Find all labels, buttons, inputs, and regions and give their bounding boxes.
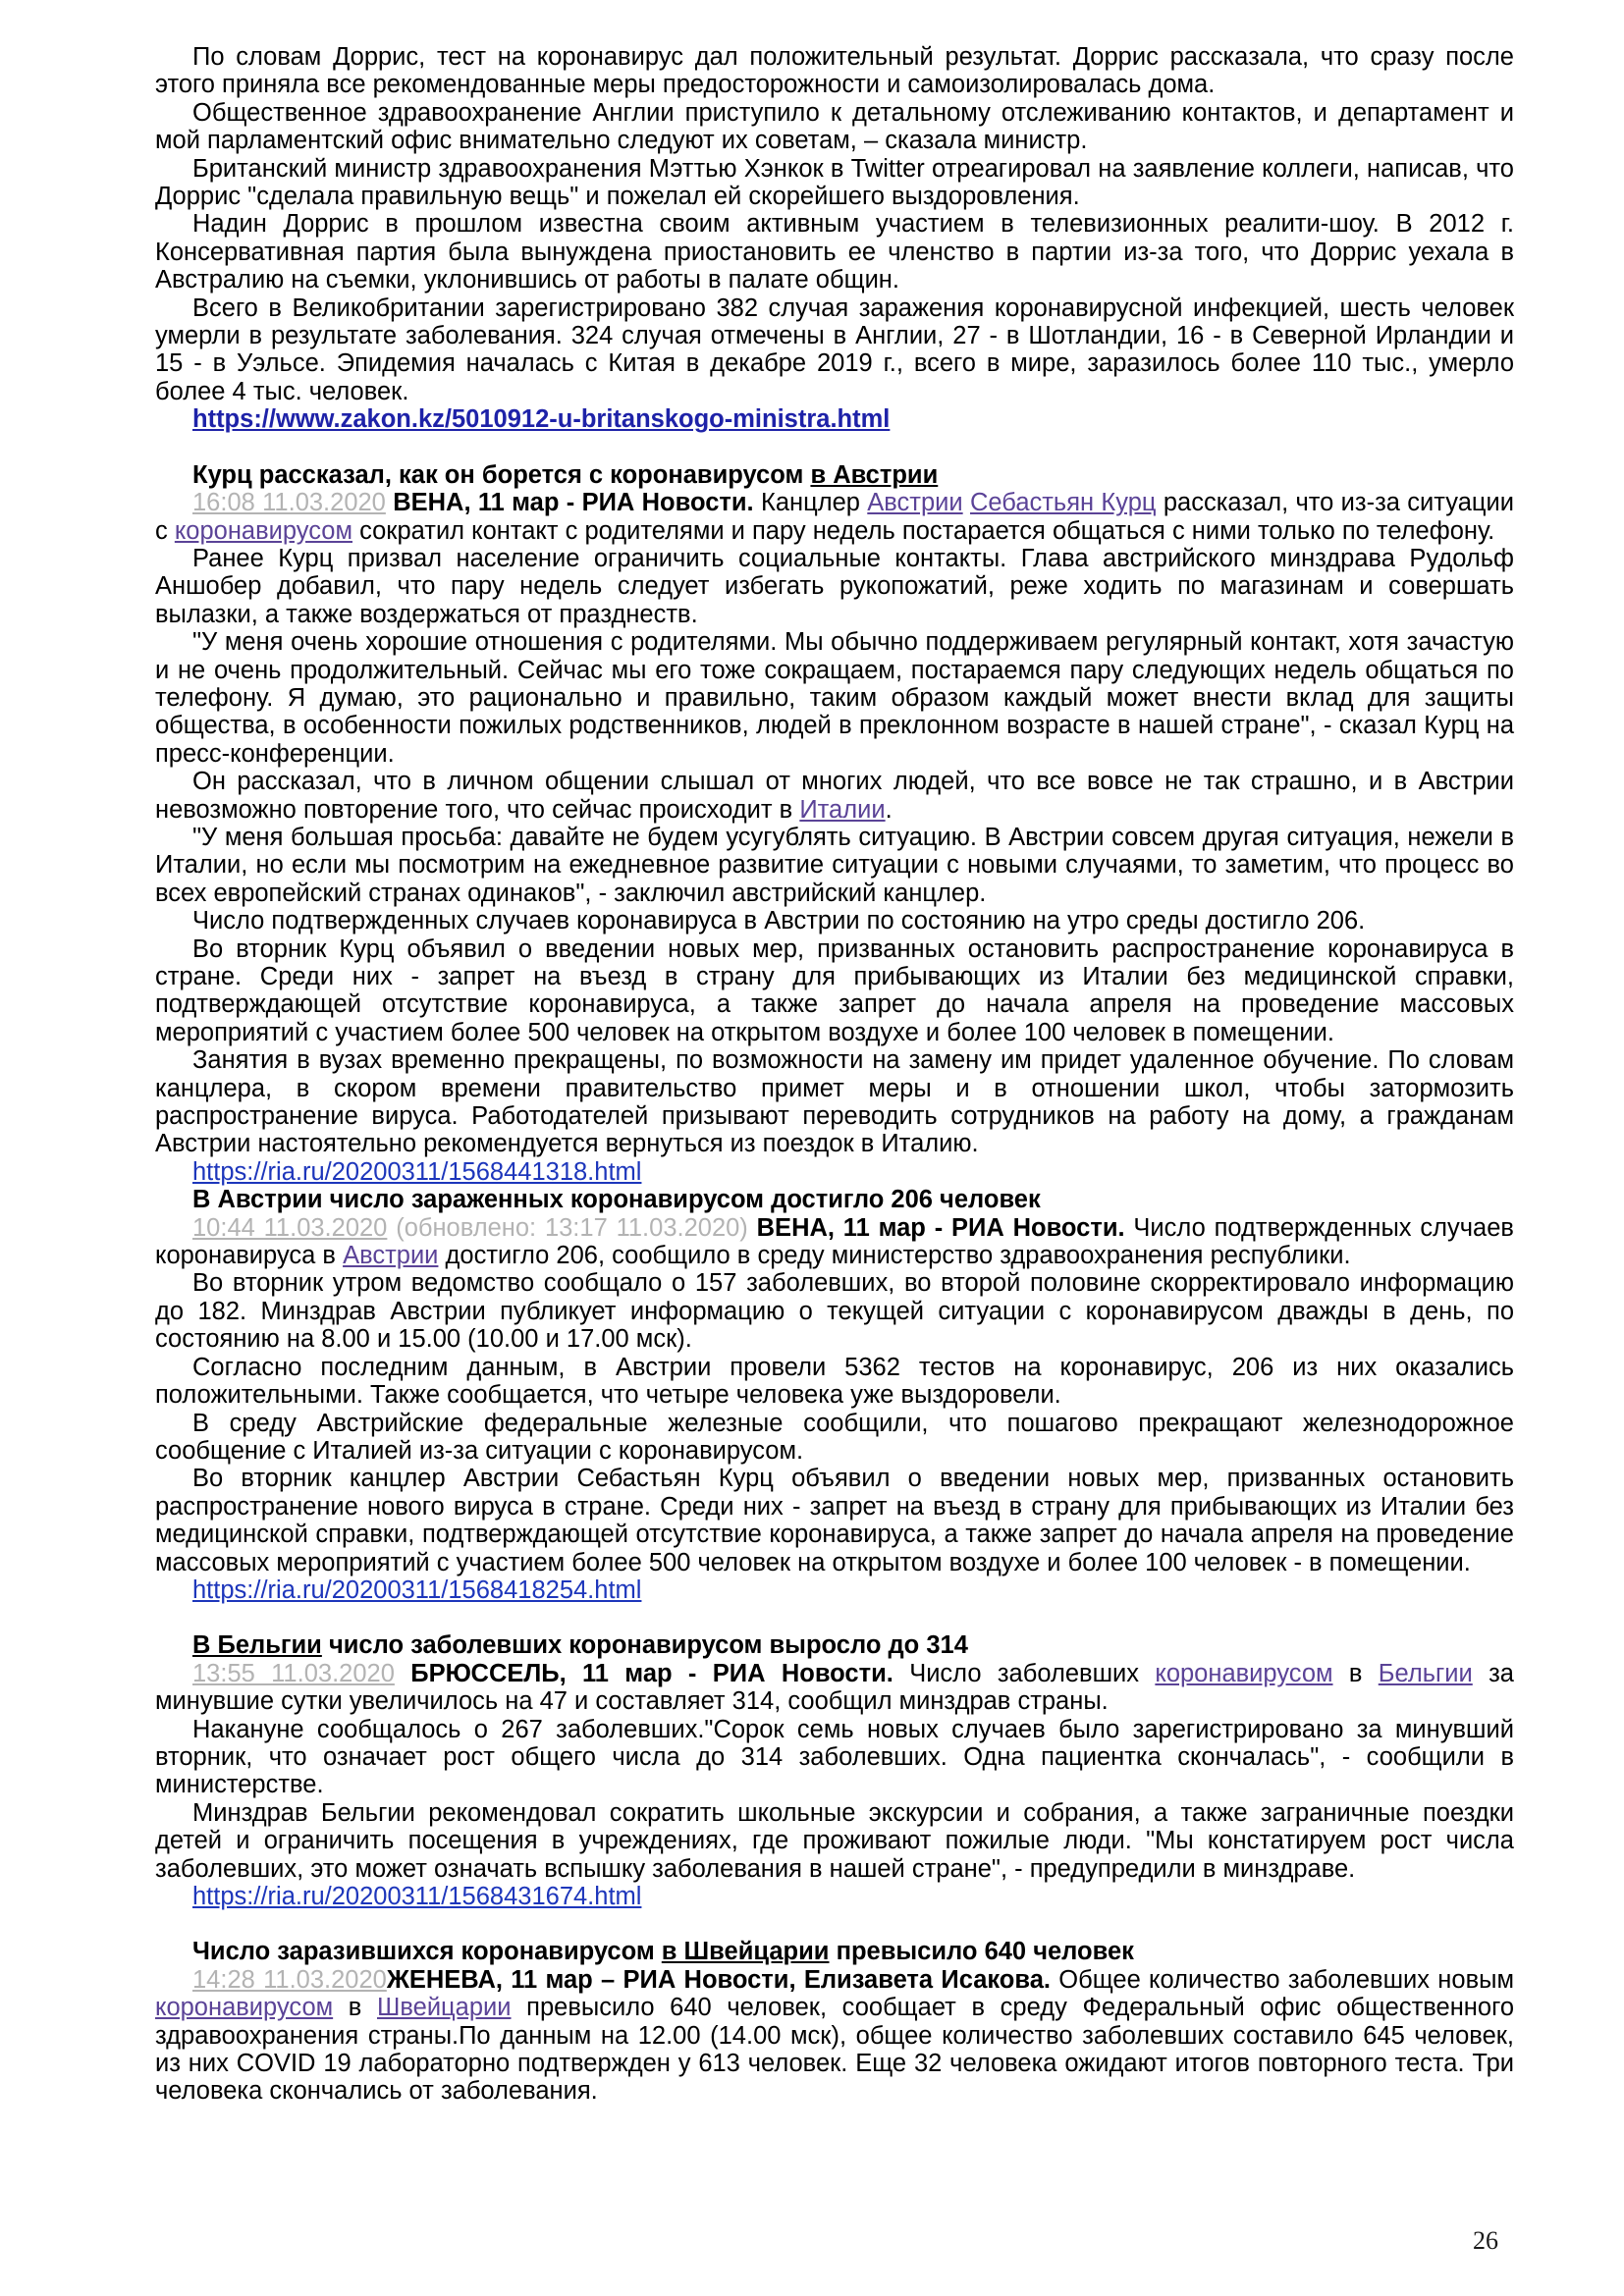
article-paragraph [155, 935, 1514, 1047]
document-content [155, 43, 1514, 2106]
text-run: Число подтвержденных случаев коронавируса в Австрии по состоянию на утро среды достигло 206. [192, 907, 1366, 935]
text-run: Во вторник утром ведомство сообщало о 157 заболевших, во второй половине скорректировало информацию до 182. Минздрав Австрии публикует информацию о текущей ситуации с коронавирусом дважды в день, по состоянию на 8.00 и 15.00 (10.00 и 17.00 мск). [155, 1269, 1514, 1354]
url-link[interactable]: https://www.zakon.kz/5010912-u-britanskogo-ministra.html [192, 405, 891, 434]
blank-line [155, 1910, 1514, 1938]
article-heading [155, 461, 1514, 489]
bold-text-run: В Австрии число зараженных коронавирусом достигло 206 человек [192, 1186, 1041, 1214]
article-url-line [155, 1158, 1514, 1186]
text-run: Занятия в вузах временно прекращены, по возможности на замену им придет удаленное обучение. По словам канцлера, в скором времени правительство примет меры и в отношении школ, чтобы затормозить распространение вируса. Работодателей призывают переводить сотрудников на работу на дому, а гражданам Австрии настоятельно рекомендуется вернуться из поездок в Италию. [155, 1046, 1514, 1158]
text-run: Во вторник Курц объявил о введении новых мер, призванных остановить распространение коронавируса в стране. Среди них - запрет на въезд в страну для прибывающих из Италии без медицинской справки, подтверждающей отсутствие коронавируса, а также запрет до начала апреля на проведение массовых мероприятий с участием более 500 человек на открытом воздухе и более 100 человек в помещении. [155, 934, 1514, 1046]
text-run: По словам Доррис, тест на коронавирус дал положительный результат. Доррис рассказала, что сразу после этого приняла все рекомендованные меры предосторожности и самоизолировалась дома. [155, 43, 1514, 99]
url-link[interactable]: https://ria.ru/20200311/1568418254.html [192, 1575, 642, 1604]
timestamp: 10:44 11.03.2020 [192, 1213, 388, 1242]
bold-text-run: Курц рассказал, как он борется с коронавирусом [192, 460, 811, 489]
article-heading [155, 1631, 1514, 1659]
article-heading [155, 1938, 1514, 1965]
article-paragraph [155, 294, 1514, 406]
inline-link[interactable]: Австрии [343, 1242, 439, 1270]
text-run: в [1332, 1659, 1379, 1687]
text-run: Надин Доррис в прошлом известна своим активным участием в телевизионных реалити-шоу. В 2012 г. Консервативная партия была вынуждена приостановить ее членство в партии из-за того, что Доррис уехала в Австралию на съемки, уклонившись от работы в палате общин. [155, 210, 1514, 294]
text-run: сократил контакт с родителями и пару недель постарается общаться с ними только по телефону. [352, 516, 1495, 545]
blank-line [155, 434, 1514, 461]
article-paragraph [155, 99, 1514, 155]
text-run: Всего в Великобритании зарегистрировано 382 случая заражения коронавирусной инфекцией, шесть человек умерли в результате заболевания. 324 случая отмечены в Англии, 27 - в Шотландии, 16 - в Северной Ирландии и 15 - в Уэльсе. Эпидемия началась с Китая в декабре 2019 г., всего в мире, заразилось более 110 тыс., умерло более 4 тыс. человек. [155, 294, 1514, 405]
article-paragraph [155, 155, 1514, 211]
timestamp: 13:55 11.03.2020 [192, 1659, 395, 1687]
inline-link[interactable]: коронавирусом [155, 1994, 334, 2022]
text-run: за минувшие сутки увеличилось на 47 и составляет 314, сообщил минздрав страны. [155, 1659, 1514, 1716]
article-paragraph [155, 1214, 1514, 1270]
bold-text-run: ЖЕНЕВА, 11 мар – РИА Новости, Елизавета Исакова. [386, 1965, 1051, 1994]
bold-text-run: ВЕНА, 11 мар - РИА Новости. [393, 489, 754, 517]
text-run: Число заболевших [893, 1659, 1156, 1687]
text-run: Общественное здравоохранение Англии приступило к детальному отслеживанию контактов, и департамент и мой парламентский офис внимательно следуют их советам, – сказала министр. [155, 98, 1514, 155]
article-url-line [155, 1883, 1514, 1910]
bold-text-run: число заболевших коронавирусом выросло до 314 [321, 1631, 968, 1660]
text-run: Канцлер [753, 489, 868, 517]
text-run: . [885, 795, 893, 824]
timestamp: 14:28 11.03.2020 [192, 1965, 387, 1994]
underlined-heading-text: В Бельгии [192, 1631, 322, 1660]
inline-link[interactable]: Себастьян Курц [969, 489, 1157, 517]
article-paragraph [155, 1046, 1514, 1158]
article-paragraph [155, 824, 1514, 907]
text-run: Британский министр здравоохранения Мэттью Хэнкок в Twitter отреагировал на заявление коллеги, написав, что Доррис "сделала правильную вещь" и пожелал ей скорейшего выздоровления. [155, 154, 1514, 211]
article-paragraph [155, 628, 1514, 768]
article-paragraph [155, 1410, 1514, 1466]
url-link[interactable]: https://ria.ru/20200311/1568441318.html [192, 1157, 642, 1186]
text-run [963, 489, 970, 516]
article-paragraph [155, 907, 1514, 934]
text-run: Накануне сообщалось о 267 заболевших."Сорок семь новых случаев было зарегистрировано за минувший вторник, что означает рост общего числа до 314 заболевших. Одна пациентка скончалась", - сообщили в министерстве. [155, 1715, 1514, 1799]
text-run: Минздрав Бельгии рекомендовал сократить школьные экскурсии и собрания, а также заграничные поездки детей и ограничить посещения в учреждениях, где проживают пожилые люди. "Мы констатируем рост числа заболевших, это может означать вспышку заболевания в нашей стране", - предупредили в минздраве. [155, 1798, 1514, 1883]
article-paragraph [155, 489, 1514, 545]
underlined-heading-text: в Швейцарии [661, 1938, 830, 1966]
text-run: "У меня очень хорошие отношения с родителями. Мы обычно поддерживаем регулярный контакт, хотя зачастую и не очень продолжительный. Сейчас мы его тоже сокращаем, постараемся пару следующих недель общаться по телефону. Я думаю, это рационально и правильно, таким образом каждый может внести вклад для защиты общества, в особенности пожилых родственников, людей в преклонном возрасте в нашей стране", - сказал Курц на пресс-конференции. [155, 628, 1514, 768]
inline-link[interactable]: Бельгии [1378, 1659, 1473, 1687]
article-paragraph [155, 1269, 1514, 1353]
article-paragraph [155, 1716, 1514, 1799]
url-link[interactable]: https://ria.ru/20200311/1568431674.html [192, 1883, 642, 1910]
article-url-line [155, 405, 1514, 433]
article-paragraph [155, 1354, 1514, 1410]
text-run: Согласно последним данным, в Австрии провели 5362 тестов на коронавирус, 206 из них оказались положительными. Также сообщается, что четыре человека уже выздоровели. [155, 1353, 1514, 1410]
text-run [748, 1214, 757, 1242]
bold-text-run: превысило 640 человек [829, 1938, 1134, 1966]
article-paragraph [155, 1799, 1514, 1883]
article-paragraph [155, 768, 1514, 824]
article-paragraph [155, 210, 1514, 294]
blank-line [155, 1604, 1514, 1631]
article-paragraph [155, 43, 1514, 99]
bold-text-run: Число заразившихся коронавирусом [192, 1938, 662, 1966]
article-heading [155, 1186, 1514, 1213]
article-paragraph [155, 1465, 1514, 1576]
article-url-line [155, 1576, 1514, 1604]
inline-link[interactable]: коронавирусом [174, 516, 352, 545]
inline-link[interactable]: коронавирусом [1155, 1659, 1333, 1687]
text-run: достигло 206, сообщило в среду министерство здравоохранения республики. [438, 1242, 1351, 1270]
bold-text-run: ВЕНА, 11 мар - РИА Новости. [756, 1213, 1125, 1242]
inline-link[interactable]: Италии [799, 795, 886, 824]
text-run: Во вторник канцлер Австрии Себастьян Курц объявил о введении новых мер, призванных остановить распространение нового вируса в стране. Среди них - запрет на въезд в страну для прибывающих из Италии без медицинской справки, подтверждающей отсутствие коронавируса, а также запрет до начала апреля на проведение массовых мероприятий с участием более 500 человек на открытом воздухе и более 100 человек - в помещении. [155, 1465, 1514, 1576]
article-paragraph [155, 1660, 1514, 1716]
text-run: В среду Австрийские федеральные железные сообщили, что пошагово прекращают железнодорожное сообщение с Италией из-за ситуации с коронавирусом. [155, 1409, 1514, 1465]
bold-text-run: БРЮССЕЛЬ, 11 мар - РИА Новости. [410, 1659, 893, 1687]
timestamp-updated: (обновлено: 13:17 11.03.2020) [387, 1213, 748, 1242]
underlined-heading-text: в Австрии [810, 460, 939, 489]
text-run [395, 1660, 410, 1687]
inline-link[interactable]: Швейцарии [377, 1994, 512, 2022]
inline-link[interactable]: Австрии [867, 489, 963, 517]
text-run: "У меня большая просьба: давайте не будем усугублять ситуацию. В Австрии совсем другая ситуация, нежели в Италии, но если мы посмотрим на ежедневное развитие ситуации с новыми случаями, то заметим, что процесс во всех европейский странах одинаков", - заключил австрийский канцлер. [155, 823, 1514, 907]
text-run: Ранее Курц призвал население ограничить социальные контакты. Глава австрийского минздрава Рудольф Аншобер добавил, что пару недель следует избегать рукопожатий, реже ходить по магазинам и совершать вылазки, а также воздержаться от празднеств. [155, 544, 1514, 628]
text-run: Общее количество заболевших новым [1050, 1965, 1514, 1994]
text-run: превысило 640 человек, сообщает в среду Федеральный офис общественного здравоохранения страны.По данным на 12.00 (14.00 мск), общее количество заболевших составило 645 человек, из них COVID 19 лабораторно подтвержден у 613 человек. Еще 32 человека ожидают итогов повторного теста. Три человека скончались от заболевания. [155, 1994, 1514, 2106]
page-number: 26 [1473, 2226, 1498, 2255]
text-run: рассказал, что из-за ситуации с [155, 489, 1514, 545]
timestamp: 16:08 11.03.2020 [192, 489, 386, 517]
text-run: Он рассказал, что в личном общении слышал от многих людей, что все вовсе не так страшно, и в Австрии невозможно повторение того, что сейчас происходит в [155, 768, 1514, 824]
text-run: Число подтвержденных случаев коронавируса в [155, 1213, 1514, 1270]
article-paragraph [155, 1966, 1514, 2106]
text-run: в [333, 1994, 377, 2022]
article-paragraph [155, 545, 1514, 628]
